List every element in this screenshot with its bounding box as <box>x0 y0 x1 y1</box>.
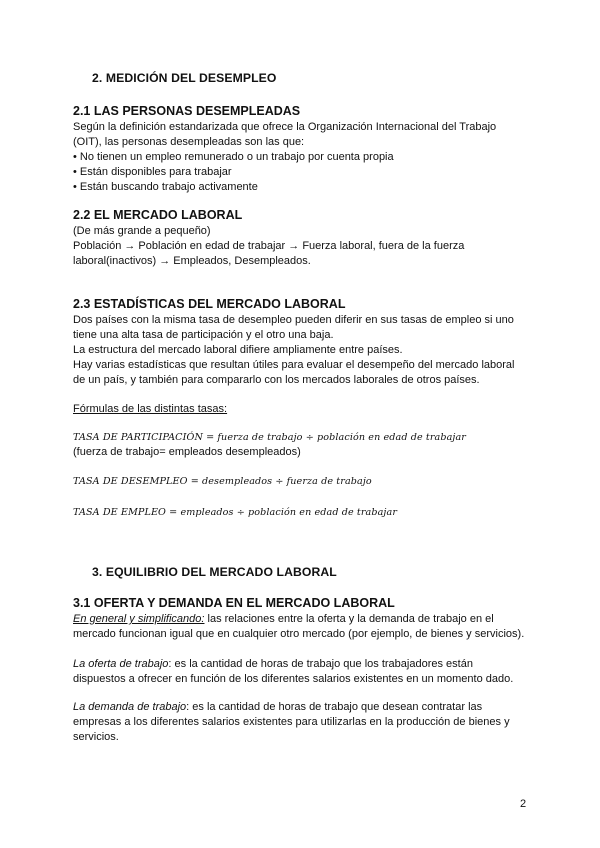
paragraph-line <box>73 700 510 715</box>
italic-term: En general y simplificando: <box>73 613 205 625</box>
formula-unemployment-rate: TASA DE DESEMPLEO = desempleados ÷ fuerza de trabajo <box>73 476 372 487</box>
paragraph-line: Hay varias estadísticas que resultan útiles para evaluar el desempeño del mercado laboral <box>73 359 515 371</box>
paragraph-line: de un país, y también para compararlo con los mercados laborales de otros países. <box>73 374 480 386</box>
formulas-label: Fórmulas de las distintas tasas: <box>73 403 228 415</box>
formula-participation-rate: TASA DE PARTICIPACIÓN = fuerza de trabajo ÷ población en edad de trabajar <box>73 432 466 443</box>
paragraph-text: : es la cantidad de horas de trabajo que los trabajadores están <box>168 658 473 670</box>
bullet-item: • Están disponibles para trabajar <box>73 166 232 178</box>
paragraph-line: Población → Población en edad de trabajar → Fuerza laboral, fuera de la fuerza <box>73 240 465 252</box>
section-3-1-heading: 3.1 OFERTA Y DEMANDA EN EL MERCADO LABORAL <box>73 596 395 610</box>
section-2-3-heading: 2.3 ESTADÍSTICAS DEL MERCADO LABORAL <box>73 297 346 311</box>
formula-participation-note: (fuerza de trabajo= empleados desempleados) <box>73 446 301 458</box>
section-2-1-body <box>73 120 496 195</box>
section-3-1-paragraph-2 <box>73 657 513 687</box>
paragraph-text: : es la cantidad de horas de trabajo que desean contratar las <box>186 701 483 713</box>
page-number: 2 <box>520 798 527 810</box>
paragraph-line <box>73 657 513 672</box>
section-2-2-heading: 2.2 EL MERCADO LABORAL <box>73 208 243 222</box>
section-2-title: 2. MEDICIÓN DEL DESEMPLEO <box>92 71 277 85</box>
paragraph-line: (De más grande a pequeño) <box>73 225 211 237</box>
bullet-item: • No tienen un empleo remunerado o un trabajo por cuenta propia <box>73 151 394 163</box>
section-3-title: 3. EQUILIBRIO DEL MERCADO LABORAL <box>92 565 337 579</box>
paragraph-line: mercado funcionan igual que en cualquier otro mercado (por ejemplo, de bienes y servicios). <box>73 628 525 640</box>
paragraph-line: tiene una alta tasa de participación y el otro una baja. <box>73 329 334 341</box>
section-2-1-heading: 2.1 LAS PERSONAS DESEMPLEADAS <box>73 104 301 118</box>
paragraph-text: las relaciones entre la oferta y la demanda de trabajo en el <box>204 613 494 625</box>
paragraph-line: dispuestos a ofrecer en función de los diferentes salarios existentes en un momento dado. <box>73 673 514 685</box>
paragraph-line <box>73 612 524 627</box>
paragraph-line: empresas a los diferentes salarios existentes para utilizarlas en la producción de bienes y <box>73 716 510 728</box>
paragraph-line: La estructura del mercado laboral difiere ampliamente entre países. <box>73 344 403 356</box>
paragraph-line: laboral(inactivos) → Empleados, Desempleados. <box>73 255 311 267</box>
paragraph-line: servicios. <box>73 731 119 743</box>
section-2-3-body <box>73 313 514 388</box>
formula-employment-rate: TASA DE EMPLEO = empleados ÷ población en edad de trabajar <box>73 507 398 518</box>
paragraph-line: Dos países con la misma tasa de desempleo pueden diferir en sus tasas de empleo si uno <box>73 314 514 326</box>
italic-term: La demanda de trabajo <box>73 701 187 713</box>
paragraph-line: Según la definición estandarizada que ofrece la Organización Internacional del Trabajo <box>73 121 497 133</box>
paragraph-line: (OIT), las personas desempleadas son las que: <box>73 136 305 148</box>
section-2-2-body <box>73 224 464 269</box>
section-3-1-paragraph-3 <box>73 700 510 745</box>
italic-term: La oferta de trabajo <box>73 658 169 670</box>
section-3-1-paragraph-1 <box>73 612 524 642</box>
bullet-item: • Están buscando trabajo activamente <box>73 181 258 193</box>
